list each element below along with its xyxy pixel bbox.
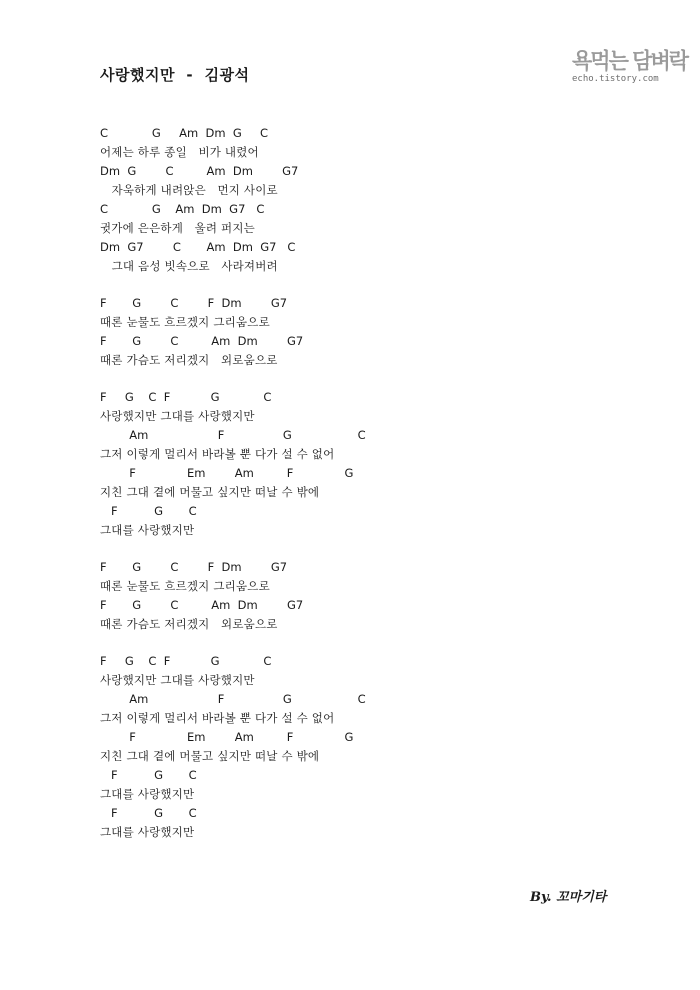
lyric-line: 때론 눈물도 흐르겠지 그리움으로	[100, 315, 270, 329]
chord-line: F G C F Dm G7	[100, 296, 288, 310]
chord-line: F G C F G C	[100, 654, 272, 668]
chord-line: Dm G7 C Am Dm G7 C	[100, 240, 296, 254]
chord-line: F Em Am F G	[100, 730, 354, 744]
logo-url-text: echo.tistory.com	[572, 74, 659, 84]
chord-line: Dm G C Am Dm G7	[100, 164, 299, 178]
chord-line: F G C Am Dm G7	[100, 598, 304, 612]
lyric-line: 그대를 사랑했지만	[100, 825, 195, 839]
chord-line: F G C Am Dm G7	[100, 334, 304, 348]
chord-line: F G C	[100, 504, 197, 518]
chord-line: C G Am Dm G C	[100, 126, 269, 140]
lyric-line: 귓가에 은은하게 울려 퍼지는	[100, 221, 255, 235]
chord-line: F G C	[100, 768, 197, 782]
author-signature: By. 꼬마기타	[530, 890, 607, 905]
lyric-line: 때론 가슴도 저리겠지 외로움으로	[100, 617, 278, 631]
chord-line: F G C F Dm G7	[100, 560, 288, 574]
lyric-line: 그대를 사랑했지만	[100, 787, 195, 801]
lyric-line: 어제는 하루 종일 비가 내렸어	[100, 145, 259, 159]
lyric-line: 그저 이렇게 멀리서 바라볼 뿐 다가 설 수 없어	[100, 447, 335, 461]
logo-main-text: 욕먹는 담벼락	[572, 48, 688, 74]
lyric-line: 그대를 사랑했지만	[100, 523, 195, 537]
lyric-line: 그대 음성 빗속으로 사라져버려	[100, 259, 278, 273]
lyric-line: 자욱하게 내려앉은 먼지 사이로	[100, 183, 278, 197]
lyric-line: 사랑했지만 그대를 사랑했지만	[100, 409, 255, 423]
chord-line: Am F G C	[100, 692, 366, 706]
lyric-line: 때론 눈물도 흐르겠지 그리움으로	[100, 579, 270, 593]
chord-line: F G C	[100, 806, 197, 820]
chord-line: C G Am Dm G7 C	[100, 202, 265, 216]
song-title: 사랑했지만 - 김광석	[100, 66, 250, 84]
lyric-line: 지친 그대 곁에 머물고 싶지만 떠날 수 밖에	[100, 485, 320, 499]
lyric-line: 그저 이렇게 멀리서 바라볼 뿐 다가 설 수 없어	[100, 711, 335, 725]
chord-line: F G C F G C	[100, 390, 272, 404]
chord-line: Am F G C	[100, 428, 366, 442]
chord-line: F Em Am F G	[100, 466, 354, 480]
blog-logo	[572, 48, 688, 92]
lyric-line: 지친 그대 곁에 머물고 싶지만 떠날 수 밖에	[100, 749, 320, 763]
lyric-line: 사랑했지만 그대를 사랑했지만	[100, 673, 255, 687]
lyric-line: 때론 가슴도 저리겠지 외로움으로	[100, 353, 278, 367]
